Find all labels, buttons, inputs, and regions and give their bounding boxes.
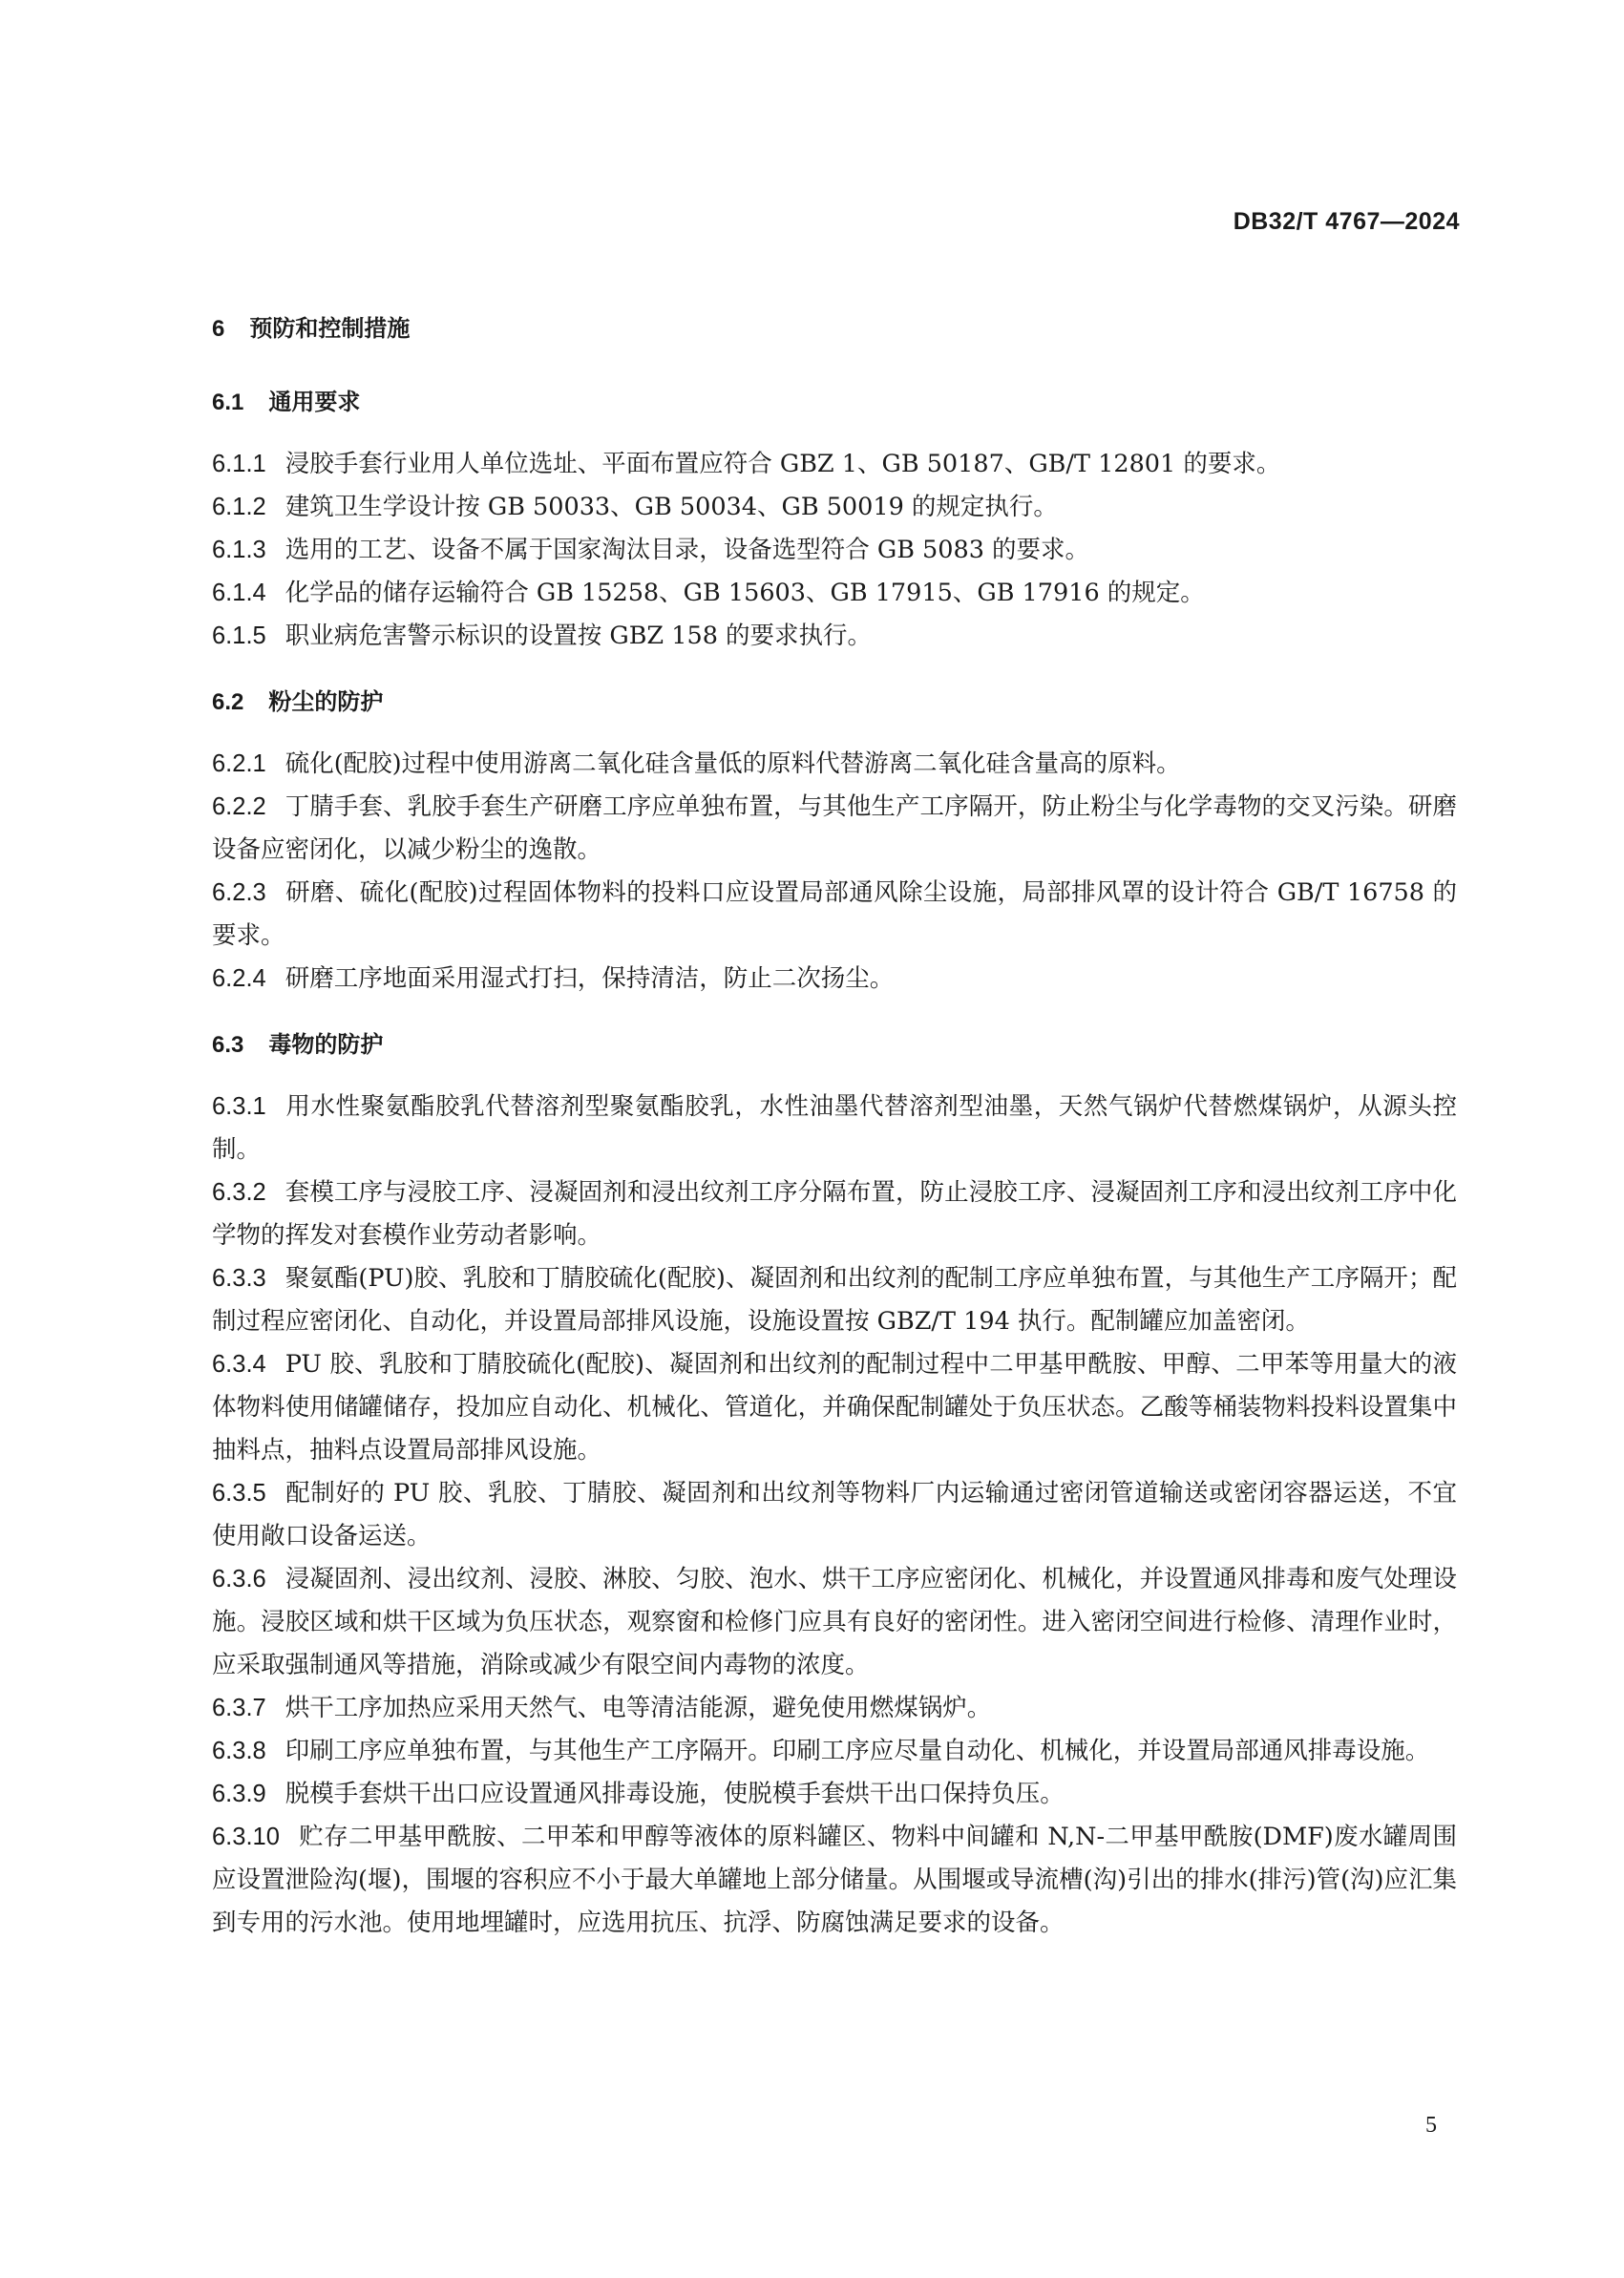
standard-code: 32/T 4767—2024 xyxy=(1268,208,1460,235)
clause-number: 6.3.9 xyxy=(212,1781,266,1807)
clause xyxy=(212,743,1457,786)
clause-number: 6.3.2 xyxy=(212,1179,266,1206)
section-title: 预防和控制措施 xyxy=(249,315,411,342)
clause-number: 6.3.6 xyxy=(212,1566,266,1592)
clause-text: 配制好的 PU 胶、乳胶、丁腈胶、凝固剂和出纹剂等物料厂内运输通过密闭管道输送或密闭容器运送，不宜使用敞口设备运送。 xyxy=(212,1479,1457,1550)
subsection-number: 6.1 xyxy=(212,390,244,415)
clause xyxy=(212,1257,1457,1343)
clause-text: 浸凝固剂、浸出纹剂、浸胶、淋胶、匀胶、泡水、烘干工序应密闭化、机械化，并设置通风排毒和废气处理设施。浸胶区域和烘干区域为负压状态，观察窗和检修门应具有良好的密闭性。进入密闭空间进行检修、清理作业时，应采取强制通风等措施，消除或减少有限空间内毒物的浓度。 xyxy=(212,1565,1457,1679)
clause-text: 脱模手套烘干出口应设置通风排毒设施，使脱模手套烘干出口保持负压。 xyxy=(285,1780,1065,1808)
subsection-title: 粉尘的防护 xyxy=(268,688,384,715)
clause-text: 烘干工序加热应采用天然气、电等清洁能源，避免使用燃煤锅炉。 xyxy=(285,1694,992,1722)
clause xyxy=(212,572,1457,615)
clause-number: 6.2.1 xyxy=(212,750,266,777)
section-heading xyxy=(212,307,1457,350)
clause xyxy=(212,1171,1457,1257)
standard-prefix: DB xyxy=(1233,208,1269,235)
clause-number: 6.2.3 xyxy=(212,879,266,906)
clause-text: PU 胶、乳胶和丁腈胶硫化(配胶)、凝固剂和出纹剂的配制过程中二甲基甲酰胺、甲醇、二甲苯等用量大的液体物料使用储罐储存，投加应自动化、机械化、管道化，并确保配制罐处于负压状态。乙酸等桶装物料投料设置集中抽料点，抽料点设置局部排风设施。 xyxy=(212,1350,1457,1465)
clause-number: 6.3.4 xyxy=(212,1351,266,1378)
clause xyxy=(212,1472,1457,1558)
clause-text: 聚氨酯(PU)胶、乳胶和丁腈胶硫化(配胶)、凝固剂和出纹剂的配制工序应单独布置，与其他生产工序隔开；配制过程应密闭化、自动化，并设置局部排风设施，设施设置按 GBZ/T 194 执行。配制罐应加盖密闭。 xyxy=(212,1264,1457,1336)
subsection-number: 6.3 xyxy=(212,1032,244,1058)
clause xyxy=(212,1773,1457,1816)
clause-text: 硫化(配胶)过程中使用游离二氧化硅含量低的原料代替游离二氧化硅含量高的原料。 xyxy=(285,749,1181,778)
clause-text: 用水性聚氨酯胶乳代替溶剂型聚氨酯胶乳，水性油墨代替溶剂型油墨，天然气锅炉代替燃煤锅炉，从源头控制。 xyxy=(212,1092,1457,1164)
clause-number: 6.3.10 xyxy=(212,1824,280,1850)
subsection-title: 毒物的防护 xyxy=(268,1031,384,1058)
clause-number: 6.2.4 xyxy=(212,965,266,992)
clause-text: 研磨工序地面采用湿式打扫，保持清洁，防止二次扬尘。 xyxy=(285,964,895,993)
clause-text: 研磨、硫化(配胶)过程固体物料的投料口应设置局部通风除尘设施，局部排风罩的设计符合 GB/T 16758 的要求。 xyxy=(212,878,1457,950)
subsection-number: 6.2 xyxy=(212,689,244,715)
clause xyxy=(212,1086,1457,1171)
clause xyxy=(212,615,1457,658)
subsection-heading xyxy=(212,381,1457,424)
clause-text: 建筑卫生学设计按 GB 50033、GB 50034、GB 50019 的规定执行。 xyxy=(285,493,1058,521)
clause-text: 丁腈手套、乳胶手套生产研磨工序应单独布置，与其他生产工序隔开，防止粉尘与化学毒物的交叉污染。研磨设备应密闭化，以减少粉尘的逸散。 xyxy=(212,792,1457,864)
clause xyxy=(212,486,1457,529)
clause-text: 贮存二甲基甲酰胺、二甲苯和甲醇等液体的原料罐区、物料中间罐和 N,N-二甲基甲酰胺(DMF)废水罐周围应设置泄险沟(堰)，围堰的容积应不小于最大单罐地上部分储量。从围堰或导流槽(沟)引出的排水(排污)管(沟)应汇集到专用的污水池。使用地埋罐时，应选用抗压、抗浮、防腐蚀满足要求的设备。 xyxy=(212,1823,1457,1937)
clause xyxy=(212,786,1457,872)
page-number: 5 xyxy=(1425,2113,1437,2138)
standard-number xyxy=(1234,208,1460,236)
clause-number: 6.3.5 xyxy=(212,1480,266,1507)
subsection-heading xyxy=(212,681,1457,724)
clause-number: 6.3.1 xyxy=(212,1093,266,1120)
clause xyxy=(212,1558,1457,1687)
clause-text: 选用的工艺、设备不属于国家淘汰目录，设备选型符合 GB 5083 的要求。 xyxy=(285,536,1090,564)
clause-number: 6.1.1 xyxy=(212,451,266,477)
clause xyxy=(212,1687,1457,1730)
clause-number: 6.3.3 xyxy=(212,1265,266,1292)
clause-number: 6.3.8 xyxy=(212,1738,266,1764)
clause-number: 6.3.7 xyxy=(212,1695,266,1721)
clause xyxy=(212,1816,1457,1945)
clause-text: 套模工序与浸胶工序、浸凝固剂和浸出纹剂工序分隔布置，防止浸胶工序、浸凝固剂工序和浸出纹剂工序中化学物的挥发对套模作业劳动者影响。 xyxy=(212,1178,1457,1250)
clause-number: 6.1.3 xyxy=(212,537,266,563)
clause xyxy=(212,1343,1457,1472)
clause-text: 印刷工序应单独布置，与其他生产工序隔开。印刷工序应尽量自动化、机械化，并设置局部通风排毒设施。 xyxy=(285,1737,1430,1765)
clause xyxy=(212,529,1457,572)
clause-number: 6.2.2 xyxy=(212,793,266,820)
clause-text: 浸胶手套行业用人单位选址、平面布置应符合 GBZ 1、GB 50187、GB/T 12801 的要求。 xyxy=(285,450,1281,478)
clause-number: 6.1.4 xyxy=(212,580,266,606)
clause-number: 6.1.2 xyxy=(212,494,266,520)
clause xyxy=(212,958,1457,1001)
subsection-heading xyxy=(212,1023,1457,1066)
clause-text: 职业病危害警示标识的设置按 GBZ 158 的要求执行。 xyxy=(285,622,873,650)
subsection-title: 通用要求 xyxy=(268,389,361,415)
clause xyxy=(212,1730,1457,1773)
document-body xyxy=(212,307,1457,1945)
section-number: 6 xyxy=(212,316,225,342)
clause-text: 化学品的储存运输符合 GB 15258、GB 15603、GB 17915、GB 17916 的规定。 xyxy=(285,579,1205,607)
clause xyxy=(212,443,1457,486)
clause-number: 6.1.5 xyxy=(212,622,266,649)
clause xyxy=(212,872,1457,958)
